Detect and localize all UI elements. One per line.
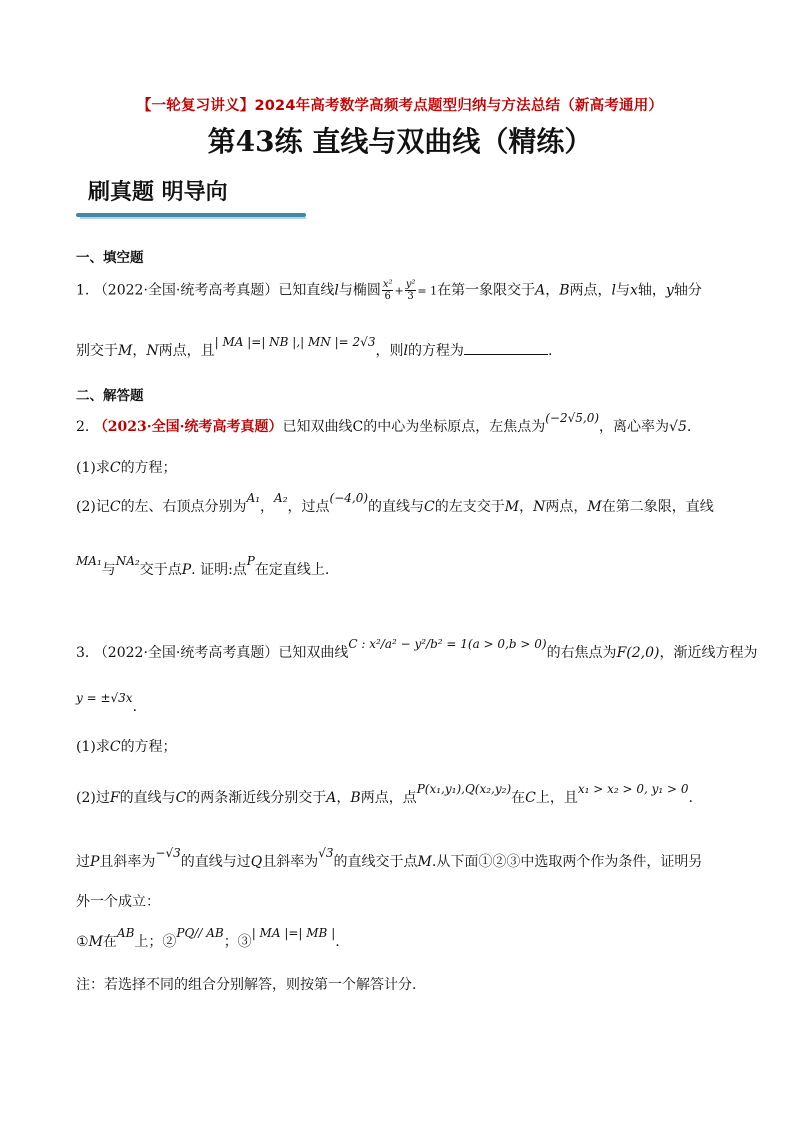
q3-text: 在 [511, 790, 526, 806]
q1-text: 轴， [637, 282, 666, 299]
q3-focus: F(2,0) [616, 645, 660, 661]
q3-text: 的直线与 [119, 790, 176, 806]
q3-text: (1)求 [76, 739, 110, 755]
q2-text: ， [519, 499, 534, 515]
q2-part1 [76, 458, 177, 478]
q2-part2-cont [76, 554, 330, 580]
q2-text: 的左、右顶点分别为 [120, 499, 247, 515]
q2-var-A2: A₂ [274, 491, 288, 505]
q3-asymptote: y = ±√3x [76, 691, 133, 705]
q3-text: 且斜率为 [262, 854, 319, 870]
q3-text: 上；② [134, 934, 177, 950]
q2-number: 2. [76, 419, 90, 435]
q2-text: . 证明:点 [191, 562, 247, 578]
q2-text: . [686, 419, 692, 435]
q3-line1 [76, 637, 758, 663]
q3-segment-AB: AB [116, 926, 135, 940]
q1-var-l: l [611, 282, 616, 299]
q1-eq: = 1 [417, 284, 438, 298]
q3-var-C: C [109, 739, 121, 755]
section-heading: 刷真题 明导向 [88, 179, 228, 205]
q1-source: （2022·全国·统考高考真题） [93, 282, 279, 299]
part1-heading: 一、填空题 [76, 250, 144, 266]
q2-text: 交于点 [139, 562, 182, 578]
q3-text: . [132, 699, 138, 715]
q1-text: . [547, 343, 553, 359]
q2-text: ， [260, 499, 275, 515]
q3-text: .从下面①②③中选取两个作为条件，证明另 [431, 854, 703, 870]
q3-line2 [76, 691, 138, 717]
q3-number: 3. [76, 645, 90, 661]
q1-text: 在第一象限交于 [437, 282, 536, 299]
q3-text: 的右焦点为 [546, 645, 617, 661]
q3-text: (2)过 [76, 790, 110, 806]
section-underline-shadow [80, 217, 306, 219]
q2-source: （2023·全国·统考高考真题） [93, 419, 283, 435]
q3-var-A: A [326, 790, 337, 806]
q1-text: ，则 [375, 343, 404, 359]
q3-text: . [335, 934, 340, 950]
q3-text: 过 [76, 854, 90, 870]
q1-text: 的方程为 [407, 343, 464, 359]
q2-text: 的方程； [120, 460, 177, 476]
q3-hyperbola: C : x²/a² − y²/b² = 1(a > 0,b > 0) [348, 637, 547, 651]
q2-var-C: C [424, 499, 435, 515]
q2-var-A1: A₁ [246, 491, 261, 505]
q2-line-MA1: MA₁ [76, 554, 102, 568]
q1-text: 别交于 [76, 343, 118, 359]
q1-frac-x: $\frac{\text{x²}}{6}$ [382, 279, 393, 302]
q1-line2 [76, 335, 553, 361]
q3-conditions [76, 926, 340, 952]
q3-text: 的直线交于点 [333, 854, 418, 870]
q3-var-P: P [90, 854, 100, 870]
page-title: 第43练 直线与双曲线（精练） [207, 125, 593, 158]
q3-var-F: F [109, 790, 120, 806]
q2-text: 的直线与 [368, 499, 425, 515]
q2-var-M: M [504, 499, 520, 515]
q2-text: (2)记 [76, 499, 110, 515]
q3-text: ，渐近线方程为 [659, 645, 758, 661]
q1-var-x: x [630, 282, 638, 299]
q3-points-PQ: P(x₁,y₁),Q(x₂,y₂) [416, 782, 512, 796]
q3-var-M: M [88, 934, 103, 950]
q3-text: 且斜率为 [99, 854, 156, 870]
q1-var-l: l [403, 343, 408, 359]
q2-text: 已知双曲线C的中心为坐标原点，左焦点为 [282, 419, 546, 435]
q2-text: (1)求 [76, 460, 110, 476]
q3-part1 [76, 737, 177, 757]
q1-text: ， [132, 343, 147, 359]
q3-var-C: C [525, 790, 536, 806]
q3-part2 [76, 782, 693, 808]
q3-slope-neg: −√3 [155, 846, 181, 860]
q1-line1 [76, 279, 702, 302]
q3-text: ；③ [223, 934, 252, 950]
q2-text: 在第二象限，直线 [601, 499, 714, 515]
q1-answer-blank [464, 340, 548, 355]
q3-text: 的两条渐近线分别交于 [186, 790, 327, 806]
q2-var-C: C [109, 460, 121, 476]
q1-condition: | MA |=| NB |,| MN |= 2√3 [214, 335, 376, 349]
q2-text: ，过点 [287, 499, 330, 515]
q3-slope-pos: √3 [318, 846, 334, 860]
series-title: 【一轮复习讲义】2024年高考数学高频考点题型归纳与方法总结（新高考通用） [136, 98, 664, 114]
q2-text: 两点， [545, 499, 588, 515]
q3-text: 的直线与过 [180, 854, 251, 870]
q3-inequality: x₁ > x₂ > 0, y₁ > 0 [577, 782, 689, 796]
q1-var-l: l [334, 282, 339, 299]
q2-text: 的左支交于 [434, 499, 505, 515]
q2-text: 与 [101, 562, 116, 578]
q3-text: ① [76, 934, 89, 950]
q3-var-C: C [175, 790, 187, 806]
q3-text: 在 [102, 934, 117, 950]
q1-var-B: B [559, 282, 570, 299]
q3-text: 的方程； [120, 739, 177, 755]
q3-equal-lengths: | MA |=| MB | [251, 926, 336, 940]
q1-text: 已知直线 [278, 282, 335, 299]
q2-text: 在定直线上. [254, 562, 330, 578]
q2-eccentricity: √5 [669, 419, 687, 435]
q2-line-NA2: NA₂ [115, 554, 140, 568]
q3-source: （2022·全国·统考高考真题） [93, 645, 279, 661]
q3-text: 上，且 [535, 790, 578, 806]
q3-var-Q: Q [250, 854, 263, 870]
q2-point: (−4,0) [329, 491, 369, 505]
q1-text: 两点， [569, 282, 612, 299]
q2-focus: (−2√5,0) [545, 411, 600, 425]
q1-var-A: A [535, 282, 546, 299]
q1-var-N: N [146, 343, 159, 359]
q2-var-M: M [587, 499, 602, 515]
q2-var-N: N [533, 499, 546, 515]
q2-var-P: P [246, 554, 255, 568]
q3-parallel: PQ// AB [176, 926, 224, 940]
q3-var-M: M [417, 854, 432, 870]
q3-part2-cont [76, 846, 703, 872]
q2-line1 [76, 411, 692, 437]
q3-part2-cont2: 外一个成立： [76, 894, 160, 910]
q3-text: ， [336, 790, 351, 806]
q1-var-y: y [665, 282, 674, 299]
q3-note: 注：若选择不同的组合分别解答，则按第一个解答计分. [76, 977, 417, 993]
q1-text: 与 [616, 282, 630, 299]
q1-number: 1. [76, 282, 90, 299]
q1-frac-y: $\frac{\text{y²}}{3}$ [405, 279, 416, 302]
q2-var-C: C [109, 499, 121, 515]
q3-text: 两点，点 [360, 790, 417, 806]
part2-heading: 二、解答题 [76, 388, 144, 404]
q1-text: 轴分 [673, 282, 702, 299]
q1-text: ， [545, 282, 560, 299]
q3-text: 已知双曲线 [278, 645, 349, 661]
q1-plus: + [394, 284, 404, 298]
q1-text: 与椭圆 [338, 282, 381, 299]
q3-text: . [688, 790, 693, 806]
q3-var-B: B [350, 790, 361, 806]
q2-var-P: P [181, 562, 192, 578]
q2-part2 [76, 491, 714, 517]
q2-text: ，离心率为 [599, 419, 670, 435]
q1-text: 两点，且 [158, 343, 215, 359]
q1-var-M: M [118, 343, 133, 359]
